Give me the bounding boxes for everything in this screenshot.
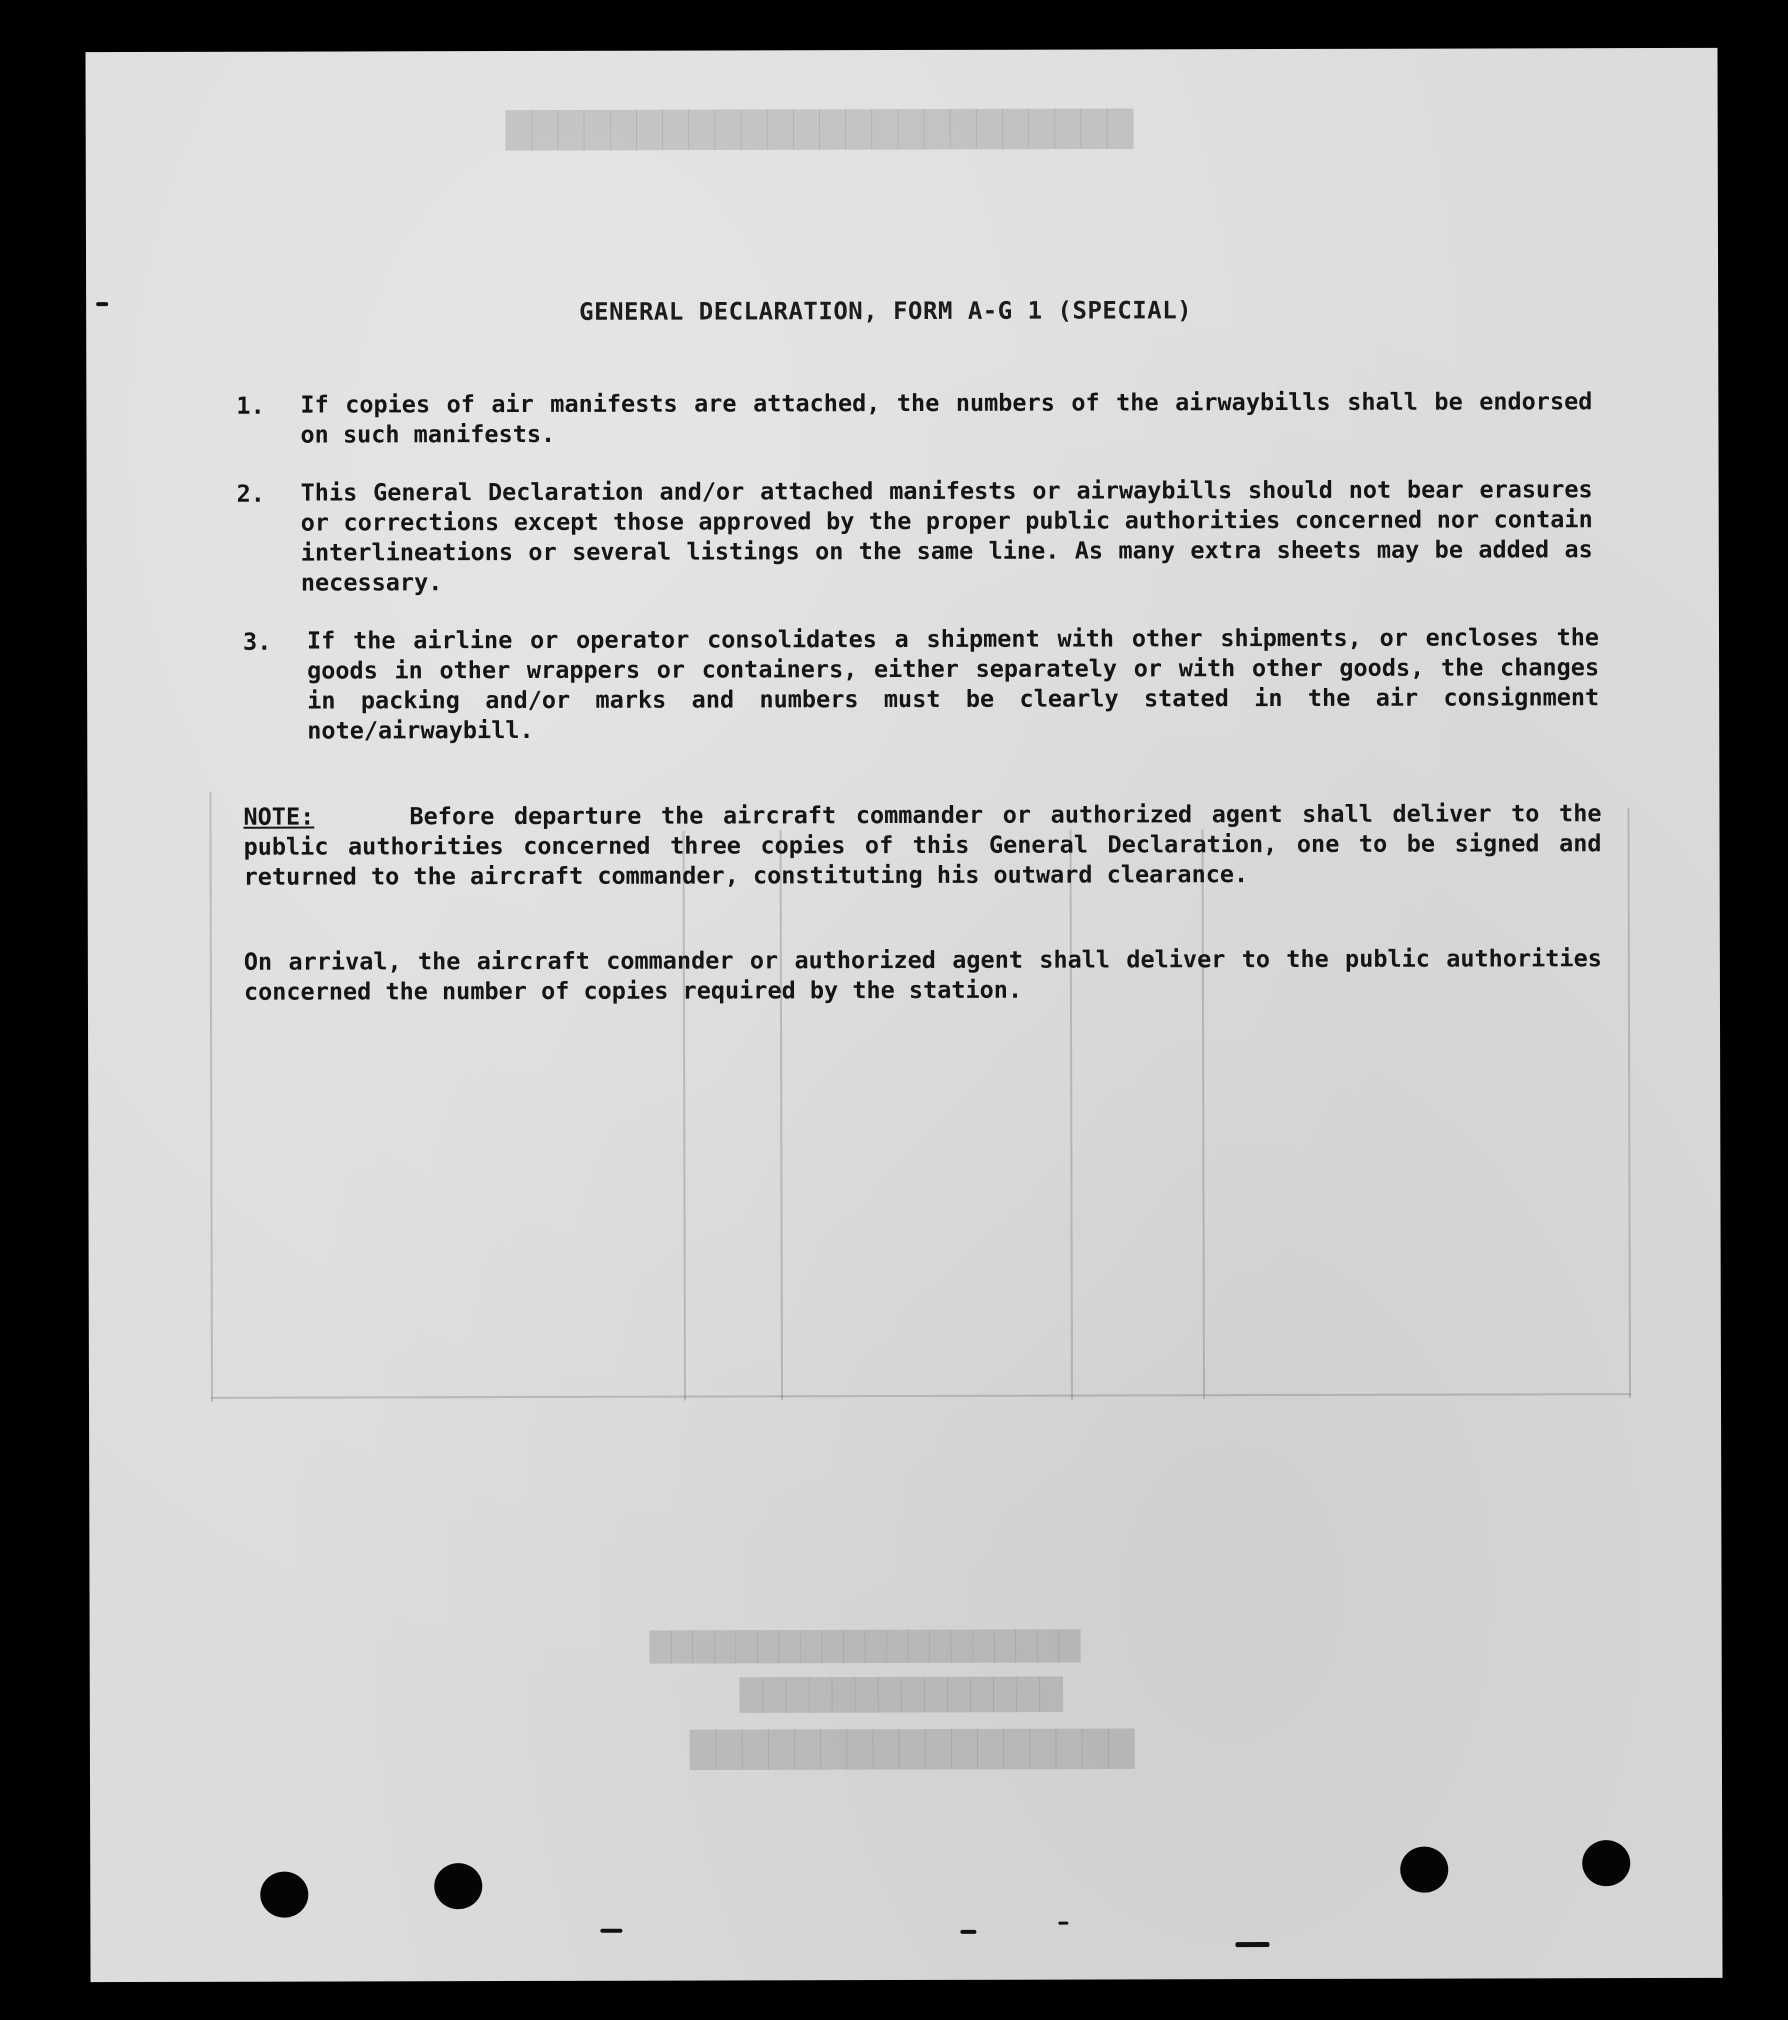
bleed-through-rule bbox=[780, 830, 783, 1400]
bleed-through-rule bbox=[1627, 808, 1631, 1398]
bleed-through-rule bbox=[1202, 829, 1205, 1399]
speck bbox=[960, 1930, 976, 1934]
item-2-number: 2. bbox=[236, 479, 265, 508]
note-text: Before departure the aircraft commander or authorized agent shall deliver to the public authorities concerned three copies of this General Declaration, one to be signed and returned to the aircraft commander, constituting his outward clearance. bbox=[243, 799, 1602, 891]
speck bbox=[96, 302, 108, 306]
arrival-paragraph: On arrival, the aircraft commander or authorized agent shall deliver to the public authorities concerned the number of copies required by the station. bbox=[243, 944, 1602, 1006]
punch-hole bbox=[260, 1872, 308, 1918]
form-title: GENERAL DECLARATION, FORM A-G 1 (SPECIAL) bbox=[579, 296, 1193, 326]
bleed-through-rule bbox=[683, 831, 686, 1401]
item-1-number: 1. bbox=[236, 391, 265, 420]
bleed-through-rule bbox=[211, 1393, 1631, 1399]
item-1-text: If copies of air manifests are attached, the numbers of the airwaybills shall be endorsed on such manifests. bbox=[300, 387, 1593, 449]
item-3-number: 3. bbox=[242, 627, 272, 656]
punch-hole bbox=[1400, 1847, 1448, 1893]
item-2-text: This General Declaration and/or attached manifests or airwaybills should not bear erasures or corrections except those approved by the proper public authorities concerned nor contain interlineations or several listings on the same line. As many extra sheets may be added as necessary. bbox=[300, 475, 1593, 597]
bleed-through-text: ██████████████ bbox=[739, 1677, 1063, 1714]
punch-hole bbox=[434, 1863, 482, 1909]
speck bbox=[600, 1929, 622, 1933]
bleed-through-rule bbox=[1070, 830, 1073, 1400]
note-label: NOTE: bbox=[243, 802, 315, 831]
document-page bbox=[85, 48, 1722, 1982]
bleed-through-rule bbox=[209, 792, 213, 1402]
bleed-through-text: ████████████████████████ bbox=[505, 109, 1134, 152]
speck bbox=[1058, 1922, 1068, 1925]
bleed-through-text: ████████████████████ bbox=[649, 1629, 1081, 1664]
speck bbox=[1235, 1942, 1269, 1947]
item-3-text: If the airline or operator consolidates a shipment with other shipments, or encloses the goods in other wrappers or containers, either separately or with other goods, the changes in packing and/or marks and numbers must be clearly stated in the air consignment note/airwaybill. bbox=[306, 623, 1600, 745]
note-paragraph bbox=[243, 798, 1601, 892]
punch-hole bbox=[1582, 1840, 1630, 1886]
bleed-through-text: █████████████████ bbox=[689, 1729, 1135, 1771]
